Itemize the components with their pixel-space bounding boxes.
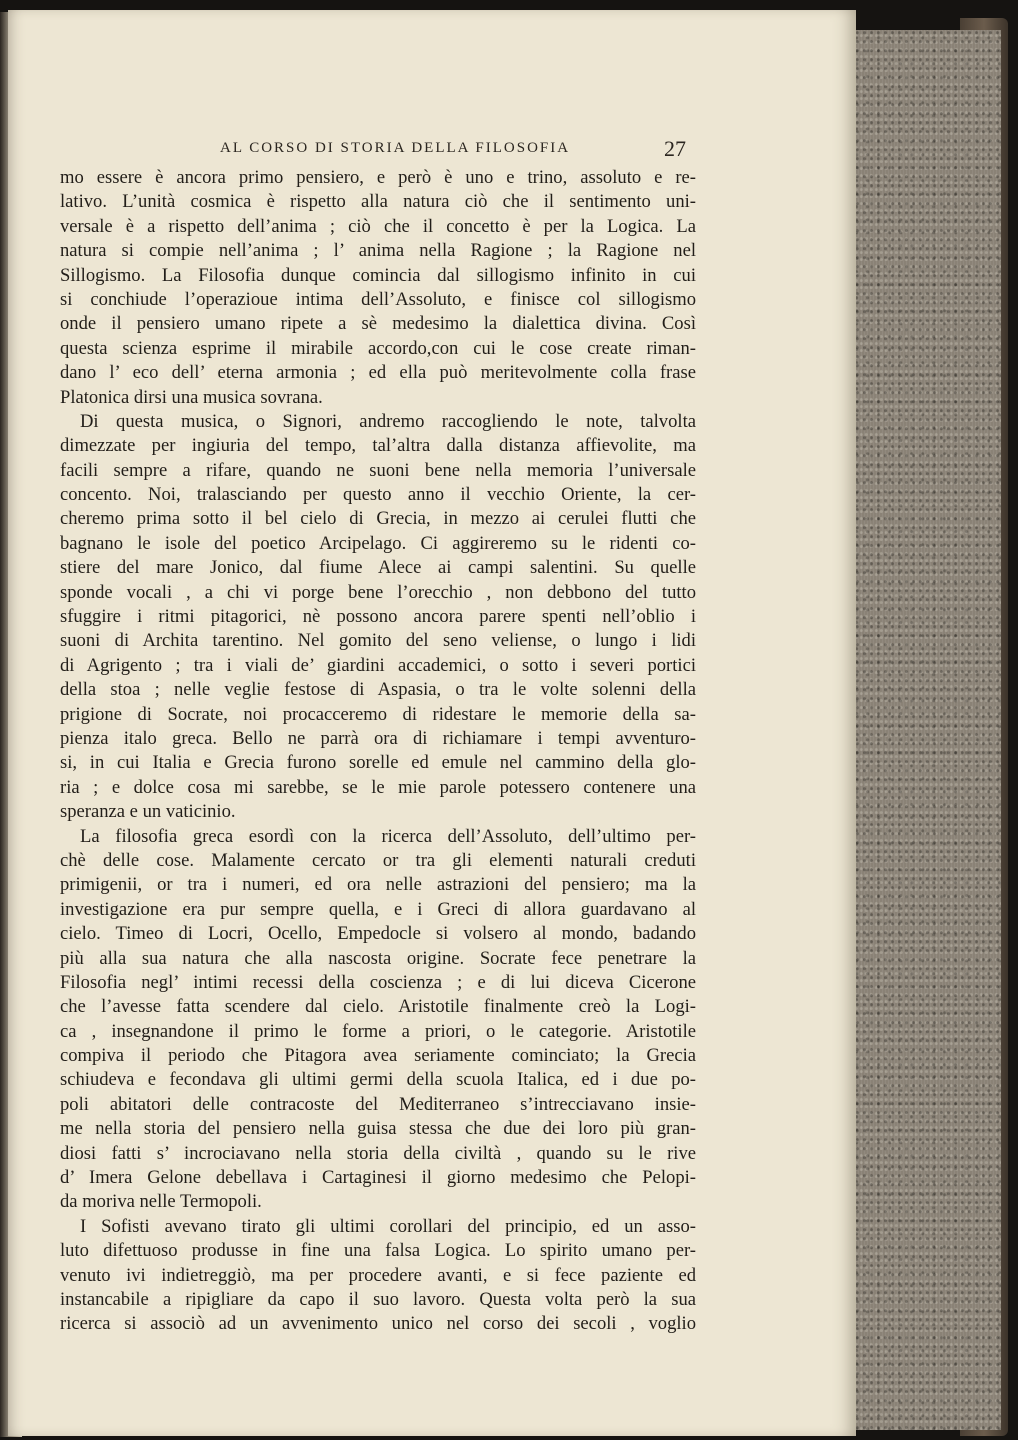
text-line: bagnano le isole del poetico Arcipelago. Ci aggireremo su le ridenti co- [60,532,696,554]
text-line: natura si compie nell’anima ; l’ anima nella Ragione ; la Ragione nel [60,240,696,262]
text-line: ria ; e dolce cosa mi sarebbe, se le mie parole potessero contenere una [60,776,696,798]
text-line: questa scienza esprime il mirabile accordo,con cui le cose create riman- [60,337,696,359]
text-line: poli abitatori delle contracoste del Mediterraneo s’intrecciavano insie- [60,1093,696,1115]
text-line: Filosofia negl’ intimi recessi della coscienza ; e di lui diceva Cicerone [60,971,696,993]
text-line: ca , insegnandone il primo le forme a priori, o le categorie. Aristotile [60,1020,696,1042]
text-line: della stoa ; nelle veglie festose di Aspasia, o tra le volte solenni della [60,679,696,701]
text-line: schiudeva e fecondava gli ultimi germi della scuola Italica, ed i due po- [60,1069,696,1091]
text-line: sponde vocali , a chi vi porge bene l’orecchio , non debbono del tutto [60,581,696,603]
text-line: pienza italo greca. Bello ne parrà ora di richiamare i tempi avventuro- [60,727,696,749]
text-line: dimezzate per ingiuria del tempo, tal’altra dalla distanza affievolite, ma [60,435,696,457]
text-line: più alla sua natura che alla nascosta origine. Socrate fece penetrare la [60,947,696,969]
text-line: facili sempre a rifare, quando ne suoni bene nella memoria l’universale [60,459,696,481]
text-line: lativo. L’unità cosmica è rispetto alla natura ciò che il sentimento uni- [60,191,696,213]
text-line: concento. Noi, tralasciando per questo anno il vecchio Oriente, la cer- [60,484,696,506]
text-line: si, in cui Italia e Grecia furono sorelle ed emule nel cammino della glo- [60,752,696,774]
text-line: cielo. Timeo di Locri, Ocello, Empedocle si volsero al mondo, badando [60,923,696,945]
text-line: cheremo prima sotto il bel cielo di Grecia, in mezzo ai cerulei flutti che [60,508,696,530]
text-line: chè delle cose. Malamente cercato or tra gli elementi naturali creduti [60,849,696,871]
text-line: Di questa musica, o Signori, andremo raccogliendo le note, talvolta [80,410,696,432]
text-line: mo essere è ancora primo pensiero, e però è uno e trino, assoluto e re- [60,167,696,188]
text-line: me nella storia del pensiero nella guisa stessa che due dei loro più gran- [60,1118,696,1140]
text-line: prigione di Socrate, noi procacceremo di ridestare le memorie della sa- [60,703,696,725]
text-line: speranza e un vaticinio. [60,801,236,823]
text-line: d’ Imera Gelone debellava i Cartaginesi il giorno medesimo che Pelopi- [60,1167,696,1189]
text-line: stiere del mare Jonico, dal fiume Alece ai campi salentini. Su quelle [60,557,696,579]
page-header [60,138,694,168]
body-text [60,166,696,1337]
text-line: sfuggire i ritmi pitagorici, nè possono ancora parere spenti nell’oblio i [60,606,696,628]
text-line: venuto ivi indietreggiò, ma per procedere avanti, e si fece paziente ed [60,1264,696,1286]
book-fore-edge [848,30,1001,1430]
page-number: 27 [664,136,686,161]
text-line: versale è a rispetto dell’anima ; ciò che il concetto è per la Logica. La [60,215,696,237]
text-line: suoni di Archita tarentino. Nel gomito del seno veliense, o lungo i lidi [60,630,696,652]
text-line: I Sofisti avevano tirato gli ultimi corollari del principio, ed un asso- [80,1215,696,1237]
text-line: Sillogismo. La Filosofia dunque comincia dal sillogismo infinito in cui [60,264,696,286]
text-line: instancabile a ripigliare da capo il suo lavoro. Questa volta però la sua [60,1288,696,1310]
text-line: La filosofia greca esordì con la ricerca dell’Assoluto, dell’ultimo per- [80,825,696,847]
text-line: di Agrigento ; tra i viali de’ giardini accademici, o sotto i severi portici [60,654,696,676]
text-line: luto difettuoso produsse in fine una falsa Logica. Lo spirito umano per- [60,1240,696,1262]
text-line: onde il pensiero umano ripete a sè medesimo la dialettica divina. Così [60,313,696,335]
text-line: primigenii, or tra i numeri, ed ora nelle astrazioni del pensiero; ma la [60,874,696,896]
text-line: investigazione era pur sempre quella, e i Greci di allora guardavano al [60,898,696,920]
text-line: ricerca si associò ad un avvenimento unico nel corso dei secoli , voglio [60,1313,696,1335]
text-line: da moriva nelle Termopoli. [60,1191,262,1213]
text-line: dano l’ eco dell’ eterna armonia ; ed ella può meritevolmente colla frase [60,362,696,384]
text-line: Platonica dirsi una musica sovrana. [60,386,323,408]
text-line: si conchiude l’operazioue intima dell’Assoluto, e finisce col sillogismo [60,288,696,310]
text-line: diosi fatti s’ incrociavano nella storia della civiltà , quando su le rive [60,1142,696,1164]
text-line: che l’avesse fatta scendere dal cielo. Aristotile finalmente creò la Logi- [60,996,696,1018]
running-head: AL CORSO DI STORIA DELLA FILOSOFIA [220,140,571,156]
text-line: compiva il periodo che Pitagora avea seriamente cominciato; la Grecia [60,1045,696,1067]
